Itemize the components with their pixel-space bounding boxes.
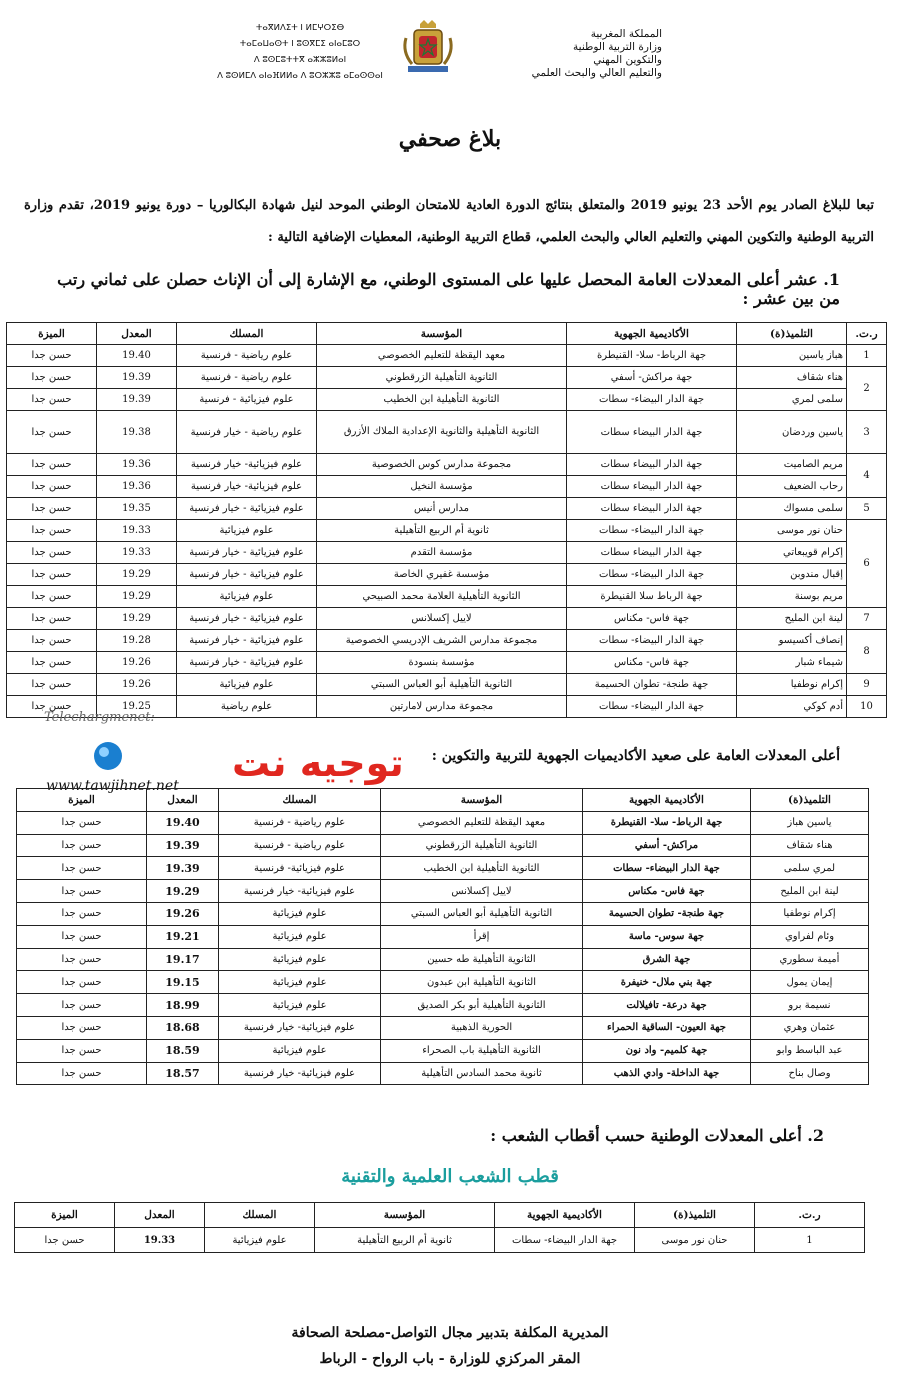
student-name: إكرام قويبعاتي	[737, 542, 847, 564]
table-row	[7, 652, 887, 674]
table-row	[17, 857, 869, 880]
col-mention: الميزة	[7, 323, 97, 345]
track: علوم فيزيائية	[219, 1039, 381, 1062]
rank-cell: 4	[847, 454, 887, 498]
track: علوم فيزيائية - خيار فرنسية	[177, 542, 317, 564]
footer-line-1: المديرية المكلفة بتدبير مجال التواصل-مصلحة الصحافة	[291, 1325, 609, 1341]
mention: حسن جدا	[7, 674, 97, 696]
col-mention: الميزة	[15, 1203, 115, 1228]
average: 19.40	[147, 811, 219, 834]
mention: حسن جدا	[17, 902, 147, 925]
track: علوم فيزيائية- خيار فرنسية	[219, 1062, 381, 1085]
school: معهد اليقظة للتعليم الخصوصي	[381, 811, 583, 834]
school: مؤسسة النخيل	[317, 476, 567, 498]
average: 19.26	[147, 902, 219, 925]
col-student: التلميذ(ة)	[751, 789, 869, 812]
mention: حسن جدا	[7, 696, 97, 718]
academy: جهة الدار البيضاء سطات	[567, 476, 737, 498]
school: ثانوية أم الربيع التأهيلية	[315, 1228, 495, 1253]
average: 19.15	[147, 971, 219, 994]
school: ثانوية أم الربيع التأهيلية	[317, 520, 567, 542]
school: لاييل إكسلانس	[317, 608, 567, 630]
academy: جهة الدار البيضاء- سطات	[567, 696, 737, 718]
average: 19.29	[147, 880, 219, 903]
track: علوم رياضية - خيار فرنسية	[177, 411, 317, 454]
rank-cell: 1	[847, 345, 887, 367]
mention: حسن جدا	[7, 586, 97, 608]
school: مؤسسة بنسودة	[317, 652, 567, 674]
student-name: إكرام نوطفيا	[737, 674, 847, 696]
average: 19.26	[97, 652, 177, 674]
track: علوم رياضية - فرنسية	[219, 811, 381, 834]
col-school: المؤسسة	[381, 789, 583, 812]
average: 18.57	[147, 1062, 219, 1085]
col-student: التلميذ(ة)	[635, 1203, 755, 1228]
table-row	[15, 1228, 865, 1253]
school: الثانوية التأهيلية ابن الخطيب	[381, 857, 583, 880]
track: علوم فيزيائية - خيار فرنسية	[177, 652, 317, 674]
average: 19.25	[97, 696, 177, 718]
school: ثانوية محمد السادس التأهيلية	[381, 1062, 583, 1085]
average: 19.26	[97, 674, 177, 696]
academies-table	[16, 788, 869, 1085]
average: 19.33	[97, 520, 177, 542]
student-name: إنصاف أكسيسو	[737, 630, 847, 652]
average: 19.40	[97, 345, 177, 367]
mention: حسن جدا	[15, 1228, 115, 1253]
school: معهد اليقظة للتعليم الخصوصي	[317, 345, 567, 367]
table-row	[7, 476, 887, 498]
mention: حسن جدا	[7, 345, 97, 367]
svg-text:توجيه نت: توجيه نت	[232, 741, 404, 785]
col-average: المعدل	[115, 1203, 205, 1228]
student-name: إيمان يمول	[751, 971, 869, 994]
rank-cell: 8	[847, 630, 887, 674]
student-name: أدم كوكي	[737, 696, 847, 718]
average: 19.39	[147, 834, 219, 857]
student-name: عبد الباسط وابو	[751, 1039, 869, 1062]
pole-table	[14, 1202, 865, 1253]
average: 19.29	[97, 586, 177, 608]
mention: حسن جدا	[17, 880, 147, 903]
school: الثانوية التأهيلية العلامة محمد الصبيحي	[317, 586, 567, 608]
mention: حسن جدا	[7, 411, 97, 454]
table-row	[17, 1016, 869, 1039]
table-row	[17, 834, 869, 857]
school: الثانوية التأهيلية والثانوية الإعدادية الملاك الأزرق	[317, 411, 567, 454]
watermark-url: www.tawjihnet.net	[46, 778, 179, 794]
table-row	[7, 542, 887, 564]
mention: حسن جدا	[7, 542, 97, 564]
track: علوم فيزيائية - خيار فرنسية	[177, 630, 317, 652]
student-name: هباز ياسين	[737, 345, 847, 367]
table-row	[17, 925, 869, 948]
academy: جهة الدار البيضاء سطات	[567, 411, 737, 454]
table-row	[7, 345, 887, 367]
footer	[0, 1320, 900, 1372]
student-name: وصال بناح	[751, 1062, 869, 1085]
table-row	[17, 1062, 869, 1085]
mention: حسن جدا	[17, 994, 147, 1017]
mention: حسن جدا	[7, 454, 97, 476]
average: 19.35	[97, 498, 177, 520]
academy: جهة الدار البيضاء- سطات	[567, 520, 737, 542]
average: 19.28	[97, 630, 177, 652]
mention: حسن جدا	[7, 476, 97, 498]
footer-line-2: المقر المركزي للوزارة - باب الرواح - الرباط	[319, 1351, 581, 1367]
mention: حسن جدا	[17, 1039, 147, 1062]
student-name: هناء شقاف	[751, 834, 869, 857]
mention: حسن جدا	[7, 498, 97, 520]
table-row	[7, 454, 887, 476]
track: علوم فيزيائية - خيار فرنسية	[177, 498, 317, 520]
school: مؤسسة غفيري الخاصة	[317, 564, 567, 586]
ministry-arabic-name: المملكة المغربية وزارة التربية الوطنية والتكوين المهني والتعليم العالي والبحث العلمي	[531, 28, 662, 79]
student-name: ياسين هباز	[751, 811, 869, 834]
table-row	[17, 948, 869, 971]
table-row	[7, 389, 887, 411]
academy: جهة الرباط سلا القنيطرة	[567, 586, 737, 608]
academy: جهة العيون- الساقية الحمراء	[583, 1016, 751, 1039]
table-row	[7, 520, 887, 542]
academy: جهة بني ملال- خنيفرة	[583, 971, 751, 994]
track: علوم فيزيائية - خيار فرنسية	[177, 564, 317, 586]
mention: حسن جدا	[7, 630, 97, 652]
table-row	[7, 498, 887, 520]
school: مؤسسة التقدم	[317, 542, 567, 564]
track: علوم فيزيائية- خيار فرنسية	[177, 454, 317, 476]
mention: حسن جدا	[17, 834, 147, 857]
track: علوم فيزيائية - فرنسية	[177, 389, 317, 411]
page-title: بلاغ صحفي	[398, 126, 502, 152]
academy: جهة سوس- ماسة	[583, 925, 751, 948]
student-name: مريم بوسنة	[737, 586, 847, 608]
school: الثانوية التأهيلية ابن الخطيب	[317, 389, 567, 411]
track: علوم فيزيائية	[205, 1228, 315, 1253]
school: مجموعة مدارس كوس الخصوصية	[317, 454, 567, 476]
track: علوم فيزيائية	[177, 674, 317, 696]
school: الثانوية التأهيلية باب الصحراء	[381, 1039, 583, 1062]
rank-cell: 6	[847, 520, 887, 608]
col-academy: الأكاديمية الجهوية	[495, 1203, 635, 1228]
table-row	[17, 971, 869, 994]
rank-cell: 10	[847, 696, 887, 718]
school: الثانوية التأهيلية أبو العباس السبتي	[317, 674, 567, 696]
mention: حسن جدا	[7, 652, 97, 674]
mention: حسن جدا	[17, 1062, 147, 1085]
pole-title: قطب الشعب العلمية والتقنية	[341, 1166, 559, 1187]
student-name: سلمى لمري	[737, 389, 847, 411]
intro-paragraph: تبعا للبلاغ الصادر يوم الأحد 23 يونيو 2019 والمتعلق بنتائج الدورة العادية للامتحان الوطني الموحد لنيل شهادة البكالوريا – دورة يونيو 2019، تقدم وزارة التربية الوطنية والتكوين المهني والتعليم العالي والبحث العلمي، قطاع التربية الوطنية، المعطيات الإضافية التالية :	[24, 198, 874, 245]
table-row	[17, 1039, 869, 1062]
table-row	[7, 674, 887, 696]
coat-of-arms-icon	[400, 18, 456, 78]
mention: حسن جدا	[7, 608, 97, 630]
academy: جهة فاس- مكناس	[567, 608, 737, 630]
rank-cell: 7	[847, 608, 887, 630]
average: 19.39	[97, 389, 177, 411]
table-row	[7, 564, 887, 586]
academy: جهة الدار البيضاء- سطات	[583, 857, 751, 880]
student-name: لينة ابن المليح	[751, 880, 869, 903]
student-name: لمري سلمى	[751, 857, 869, 880]
track: علوم فيزيائية- فرنسية	[219, 857, 381, 880]
student-name: سلمى مسواك	[737, 498, 847, 520]
academy: جهة الدار البيضاء- سطات	[567, 389, 737, 411]
academy: مراكش- أسفي	[583, 834, 751, 857]
section-2-heading: 2. أعلى المعدلات الوطنية حسب أقطاب الشعب :	[490, 1126, 824, 1145]
rank-cell: 3	[847, 411, 887, 454]
average: 19.39	[97, 367, 177, 389]
average: 19.29	[97, 564, 177, 586]
academy: جهة درعة- تافيلالت	[583, 994, 751, 1017]
col-average: المعدل	[147, 789, 219, 812]
student-name: إكرام نوطفيا	[751, 902, 869, 925]
mention: حسن جدا	[17, 1016, 147, 1039]
school: الثانوية التأهيلية الزرقطوني	[317, 367, 567, 389]
school: الحورية الذهبية	[381, 1016, 583, 1039]
academy: جهة كلميم- واد نون	[583, 1039, 751, 1062]
track: علوم فيزيائية	[219, 902, 381, 925]
track: علوم فيزيائية	[219, 971, 381, 994]
rank-cell: 5	[847, 498, 887, 520]
ministry-tifinagh-name: ⵜⴰⴳⵍⴷⵉⵜ ⵏ ⵍⵎⵖⵔⵉⴱ ⵜⴰⵎⴰⵡⴰⵙⵜ ⵏ ⵓⵙⴳⵎⵉ ⴰⵏⴰⵎⵓⵔ ⴷ ⵓⵙⵎⵓⵜⵜⴳ ⴰⵣⵣⵓⵍⴰⵏ ⴷ ⵓⵙⵍⵎⴷ ⴰⵏⴰⴼⵍⵍⴰ ⴷ ⵓⵔⵣⵣⵓ ⴰⵎⴰⵙⵙⴰⵏ	[217, 23, 383, 81]
academy: جهة الدار البيضاء- سطات	[567, 564, 737, 586]
student-name: هناء شقاف	[737, 367, 847, 389]
col-rank: ر.ت.	[755, 1203, 865, 1228]
mention: حسن جدا	[17, 811, 147, 834]
col-track: المسلك	[219, 789, 381, 812]
average: 18.99	[147, 994, 219, 1017]
track: علوم رياضية	[177, 696, 317, 718]
col-academy: الأكاديمية الجهوية	[567, 323, 737, 345]
academy: جهة طنجة- تطوان الحسيمة	[567, 674, 737, 696]
rank: 1	[755, 1228, 865, 1253]
watermark-label: Telechargmenet:	[44, 710, 155, 725]
col-track: المسلك	[205, 1203, 315, 1228]
average: 19.36	[97, 454, 177, 476]
school: الثانوية التأهيلية الزرقطوني	[381, 834, 583, 857]
track: علوم فيزيائية- خيار فرنسية	[177, 476, 317, 498]
track: علوم فيزيائية	[177, 520, 317, 542]
school: مجموعة مدارس الشريف الإدريسي الخصوصية	[317, 630, 567, 652]
mention: حسن جدا	[17, 857, 147, 880]
student-name: حنان نور موسى	[737, 520, 847, 542]
rank-cell: 2	[847, 367, 887, 411]
average: 19.33	[97, 542, 177, 564]
academy: جهة الداخلة- وادي الذهب	[583, 1062, 751, 1085]
track: علوم فيزيائية- خيار فرنسية	[219, 1016, 381, 1039]
top-ten-table	[6, 322, 887, 718]
col-rank: ر.ت.	[847, 323, 887, 345]
mention: حسن جدا	[7, 389, 97, 411]
average: 19.21	[147, 925, 219, 948]
average: 19.17	[147, 948, 219, 971]
track: علوم فيزيائية - خيار فرنسية	[177, 608, 317, 630]
mention: حسن جدا	[17, 948, 147, 971]
average: 19.39	[147, 857, 219, 880]
student-name: وئام لفراوي	[751, 925, 869, 948]
academy: جهة الدار البيضاء- سطات	[495, 1228, 635, 1253]
table-row	[17, 902, 869, 925]
academy: جهة الدار البيضاء سطات	[567, 498, 737, 520]
track: علوم فيزيائية- خيار فرنسية	[219, 880, 381, 903]
student-name: شيماء شبار	[737, 652, 847, 674]
table-row	[17, 994, 869, 1017]
mention: حسن جدا	[17, 925, 147, 948]
table-header-row	[17, 789, 869, 812]
col-mention: الميزة	[17, 789, 147, 812]
student-name: أميمة سطوري	[751, 948, 869, 971]
col-student: التلميذ(ة)	[737, 323, 847, 345]
school: الثانوية التأهيلية طه حسين	[381, 948, 583, 971]
track: علوم فيزيائية	[219, 925, 381, 948]
track: علوم رياضية - فرنسية	[177, 345, 317, 367]
col-school: المؤسسة	[317, 323, 567, 345]
school: الثانوية التأهيلية أبو العباس السبتي	[381, 902, 583, 925]
track: علوم رياضية - فرنسية	[219, 834, 381, 857]
section-1-heading: 1. عشر أعلى المعدلات العامة المحصل عليها على المستوى الوطني، مع الإشارة إلى أن الإناث حصلن على ثماني رتب من بين عشر :	[57, 270, 840, 308]
student-name: رحاب الضعيف	[737, 476, 847, 498]
track: علوم رياضية - فرنسية	[177, 367, 317, 389]
table-row	[7, 608, 887, 630]
table-row	[17, 880, 869, 903]
mention: حسن جدا	[17, 971, 147, 994]
table-row	[7, 367, 887, 389]
rank-cell: 9	[847, 674, 887, 696]
school: مدارس أنيس	[317, 498, 567, 520]
average: 19.29	[97, 608, 177, 630]
school: مجموعة مدارس لامارتين	[317, 696, 567, 718]
col-academy: الأكاديمية الجهوية	[583, 789, 751, 812]
academy: جهة مراكش- أسفي	[567, 367, 737, 389]
academy: جهة الدار البيضاء سطات	[567, 454, 737, 476]
academy: جهة الشرق	[583, 948, 751, 971]
mention: حسن جدا	[7, 564, 97, 586]
school: الثانوية التأهيلية أبو بكر الصديق	[381, 994, 583, 1017]
student-name: مريم الصاميت	[737, 454, 847, 476]
student-name: ياسين وردضان	[737, 411, 847, 454]
academy: جهة الرباط- سلا- القنيطرة	[567, 345, 737, 367]
mention: حسن جدا	[7, 520, 97, 542]
col-track: المسلك	[177, 323, 317, 345]
academy: جهة طنجة- تطوان الحسيمة	[583, 902, 751, 925]
track: علوم فيزيائية	[219, 948, 381, 971]
academy: جهة الدار البيضاء سطات	[567, 542, 737, 564]
school: لاييل إكسلانس	[381, 880, 583, 903]
table-header-row	[7, 323, 887, 345]
table-row	[7, 630, 887, 652]
school: الثانوية التأهيلية ابن عبدون	[381, 971, 583, 994]
table-row	[7, 411, 887, 454]
table-row	[17, 811, 869, 834]
average: 18.59	[147, 1039, 219, 1062]
track: علوم فيزيائية	[177, 586, 317, 608]
academy: جهة فاس- مكناس	[567, 652, 737, 674]
student-name: نسيمة برو	[751, 994, 869, 1017]
student-name: إقبال مندوبن	[737, 564, 847, 586]
average: 19.33	[115, 1228, 205, 1253]
student-name: عثمان وهري	[751, 1016, 869, 1039]
academies-heading: أعلى المعدلات العامة على صعيد الأكاديميات الجهوية للتربية والتكوين :	[431, 748, 840, 764]
student-name: لينة ابن المليح	[737, 608, 847, 630]
school: إقرأ	[381, 925, 583, 948]
table-row	[7, 586, 887, 608]
track: علوم فيزيائية	[219, 994, 381, 1017]
table-header-row	[15, 1203, 865, 1228]
letterhead	[0, 0, 900, 90]
academy: جهة الدار البيضاء- سطات	[567, 630, 737, 652]
col-school: المؤسسة	[315, 1203, 495, 1228]
average: 18.68	[147, 1016, 219, 1039]
average: 19.36	[97, 476, 177, 498]
mention: حسن جدا	[7, 367, 97, 389]
col-average: المعدل	[97, 323, 177, 345]
academy: جهة فاس- مكناس	[583, 880, 751, 903]
student-name: حنان نور موسى	[635, 1228, 755, 1253]
academy: جهة الرباط- سلا- القنيطرة	[583, 811, 751, 834]
average: 19.38	[97, 411, 177, 454]
